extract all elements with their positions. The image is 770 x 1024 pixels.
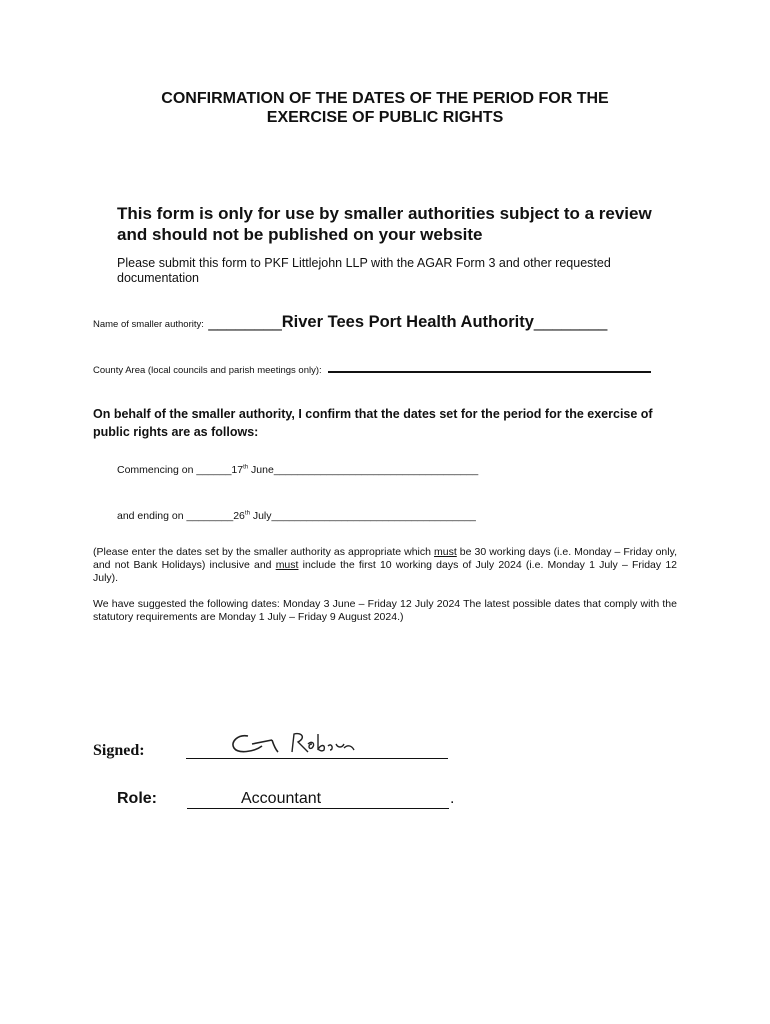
note-text-1: (Please enter the dates set by the smaller authority as appropriate which [93,546,434,558]
dates-guidance-note [93,546,677,585]
authority-suffix-line: ________ [533,313,608,331]
commencing-date-field[interactable] [117,464,478,476]
title-line-1: CONFIRMATION OF THE DATES OF THE PERIOD FOR THE [161,90,609,107]
county-area-label: County Area (local councils and parish meetings only): [93,365,322,376]
role-value: Accountant [241,790,322,807]
authority-name-field[interactable] [93,313,607,332]
role-end-mark: . [450,790,455,807]
authority-name-value: River Tees Port Health Authority [281,313,534,331]
note-text-3: include the first 10 working days of July 2024 (i.e. Monday 1 July – Friday 12 July). [93,559,677,584]
role-label: Role: [117,790,157,807]
submission-instructions: Please submit this form to PKF Littlejohn LLP with the AGAR Form 3 and other requested documentation [117,256,611,285]
authority-name-label: Name of smaller authority: [93,319,204,330]
commencing-day: 17 [231,464,244,476]
suggested-dates-note: We have suggested the following dates: Monday 3 June – Friday 12 July 2024 The latest possible dates that comply with the statutory requirements are Monday 1 July – Friday 9 August 2024.) [93,598,677,623]
commencing-prefix-line: ______ [196,464,232,476]
signed-label: Signed: [93,742,145,759]
county-area-blank-line[interactable] [328,360,651,373]
ending-suffix-line: ___________________________________ [271,510,476,522]
confirmation-statement: On behalf of the smaller authority, I confirm that the dates set for the period for the exercise of public rights are as follows: [93,407,653,439]
authority-prefix-line: ________ [208,313,282,331]
note-must-1: must [434,546,457,558]
ending-label: and ending on [117,510,184,522]
usage-notice: This form is only for use by smaller authorities subject to a review and should not be published on your website [117,204,652,244]
commencing-label: Commencing on [117,464,194,476]
ending-day: 26 [233,510,245,522]
county-area-field[interactable] [93,360,651,378]
commencing-suffix-line: ___________________________________ [273,464,479,476]
commencing-month: June [248,464,274,476]
note-must-2: must [275,559,299,571]
ending-ordinal: th [244,510,250,517]
document-title [60,89,710,127]
commencing-ordinal: th [243,464,249,471]
signature-line[interactable] [186,758,448,759]
handwritten-signature [228,728,358,758]
note-text-2: be 30 working days (i.e. Monday – Friday only, and not Bank Holidays) inclusive and [93,546,677,571]
ending-prefix-line: ________ [186,510,234,522]
role-field[interactable] [187,790,449,809]
title-line-2: EXERCISE OF PUBLIC RIGHTS [266,109,504,126]
ending-date-field[interactable] [117,510,476,522]
ending-month: July [249,510,272,522]
